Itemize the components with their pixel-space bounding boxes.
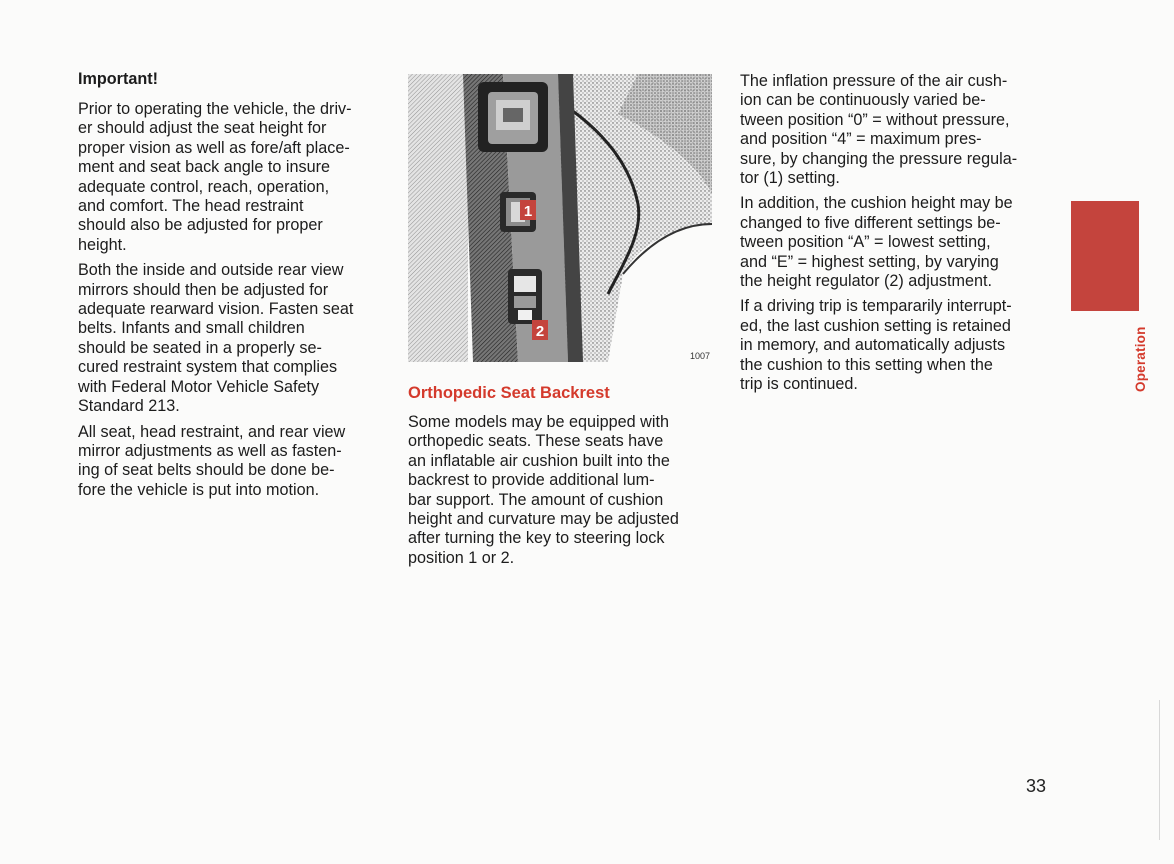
seat-controls-drawing — [408, 74, 712, 362]
right-paragraph-3: If a driving trip is tempararily interrupt- ed, the last cushion setting is retained in memory, and automatically adjusts the cushion to this setting when the trip is continued. — [740, 297, 1012, 394]
callout-2-label: 2 — [535, 323, 545, 340]
orthopedic-seat-heading: Orthopedic Seat Backrest — [408, 384, 610, 402]
middle-column — [408, 383, 708, 574]
left-paragraph-1: Prior to operating the vehicle, the driv- er should adjust the seat height for proper vision as well as fore/aft place- ment and seat back angle to insure adequate control, reach, operation, and comfort. The head restraint should also be adjusted for proper height. — [78, 100, 352, 254]
right-paragraph-2: In addition, the cushion height may be changed to five different settings be- tween position “A” = lowest setting, and “E” = highest setting, by varying the height regulator (2) adjustment. — [740, 194, 1013, 291]
right-column — [740, 72, 1045, 401]
right-paragraph-1: The inflation pressure of the air cush- ion can be continuously varied be- tween position “0” = without pressure, and position “4” = maximum pres- sure, by changing the pressure regula- tor (1) setting. — [740, 72, 1018, 188]
figure-number: 1007 — [690, 351, 711, 361]
page-edge-line — [1159, 700, 1160, 840]
important-heading: Important! — [78, 70, 159, 88]
left-paragraph-2: Both the inside and outside rear view mirrors should then be adjusted for adequate rearward vision. Fasten seat belts. Infants and small children should be seated in a properly se- cured restraint system that complies with Federal Motor Vehicle Safety Standard 213. — [78, 261, 354, 416]
callout-1-label: 1 — [523, 203, 533, 220]
left-column — [78, 70, 378, 506]
middle-paragraph-1: Some models may be equipped with orthopedic seats. These seats have an inflatable air cushion built into the backrest to provide additional lum- bar support. The amount of cushion height and curvature may be adjusted after turning the key to steering lock position 1 or 2. — [408, 413, 679, 567]
section-tab-marker — [1071, 201, 1139, 311]
left-paragraph-3: All seat, head restraint, and rear view mirror adjustments as well as fasten- ing of seat belts should be done be- fore the vehicle is put into motion. — [78, 422, 346, 499]
seat-controls-illustration — [408, 74, 712, 362]
section-tab-label: Operation — [1133, 326, 1148, 392]
page-number: 33 — [1026, 776, 1047, 796]
